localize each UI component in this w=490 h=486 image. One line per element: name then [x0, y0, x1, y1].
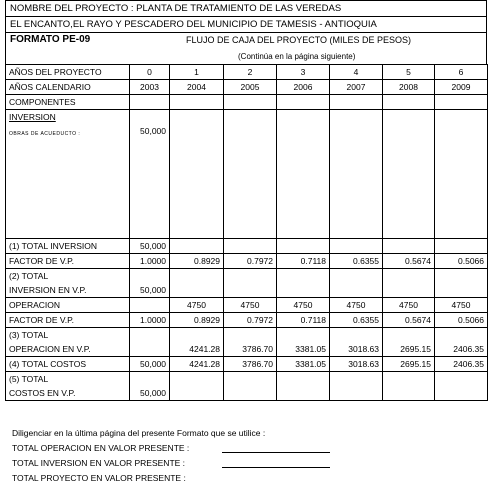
factor-cell: 0.8929 [170, 254, 224, 269]
year-cell: 6 [435, 65, 488, 80]
total-inv-vp-row-1 [6, 269, 488, 284]
total-costos-label: (4) TOTAL COSTOS [6, 357, 130, 372]
operacion-cell: 4750 [170, 298, 224, 313]
total-costos-cell: 4241.28 [170, 357, 224, 372]
total-costos-cell: 2695.15 [383, 357, 435, 372]
calendar-cell: 2003 [130, 80, 170, 95]
project-name-line-2: EL ENCANTO,EL RAYO Y PESCADERO DEL MUNICIPIO DE TAMESIS - ANTIOQUIA [5, 16, 487, 32]
calendar-cell: 2008 [383, 80, 435, 95]
components-row [6, 95, 488, 110]
format-row [5, 32, 487, 50]
total-op-label-2: OPERACION EN V.P. [6, 342, 130, 357]
total-op-cell: 2695.15 [383, 342, 435, 357]
total-inversion-row [6, 239, 488, 254]
factor2-row [6, 313, 488, 328]
factor-cell: 0.6355 [330, 254, 383, 269]
inversion-value: 50,000 [130, 110, 170, 239]
factor2-cell: 0.7118 [277, 313, 330, 328]
years-label: AÑOS DEL PROYECTO [6, 65, 130, 80]
total-op-label-1: (3) TOTAL [6, 328, 130, 343]
year-cell: 2 [224, 65, 277, 80]
calendar-cell: 2007 [330, 80, 383, 95]
footer-inv-vp-label: TOTAL INVERSION EN VALOR PRESENTE : [12, 458, 186, 468]
total-op-cell: 3786.70 [224, 342, 277, 357]
footer-inv-vp-line [12, 456, 265, 471]
year-cell: 4 [330, 65, 383, 80]
calendar-cell: 2004 [170, 80, 224, 95]
total-costos-vp-row-1 [6, 372, 488, 387]
year-cell: 5 [383, 65, 435, 80]
factor2-cell: 1.0000 [130, 313, 170, 328]
total-inversion-value: 50,000 [130, 239, 170, 254]
inversion-item: OBRAS DE ACUEDUCTO : [9, 131, 81, 137]
operacion-cell: 4750 [277, 298, 330, 313]
format-title: FLUJO DE CAJA DEL PROYECTO (MILES DE PESOS) [186, 35, 412, 45]
inversion-cell [6, 110, 130, 239]
factor-cell: 0.7118 [277, 254, 330, 269]
factor2-cell: 0.5674 [383, 313, 435, 328]
year-cell: 0 [130, 65, 170, 80]
components-label: COMPONENTES [6, 95, 130, 110]
project-name-line-1: NOMBRE DEL PROYECTO : PLANTA DE TRATAMIENTO DE LAS VEREDAS [5, 0, 487, 16]
total-costos-cell: 3786.70 [224, 357, 277, 372]
factor2-cell: 0.7972 [224, 313, 277, 328]
total-costos-cell: 50,000 [130, 357, 170, 372]
footer-proj-vp-label: TOTAL PROYECTO EN VALOR PRESENTE : [12, 473, 186, 483]
operacion-cell: 4750 [435, 298, 488, 313]
operacion-cell: 4750 [330, 298, 383, 313]
total-costos-cell: 3381.05 [277, 357, 330, 372]
cash-flow-form [5, 0, 487, 401]
footer-inv-vp-field[interactable] [222, 467, 330, 468]
factor-label: FACTOR DE V.P. [6, 254, 130, 269]
cash-flow-table [5, 64, 488, 401]
total-costos-vp-label-1: (5) TOTAL [6, 372, 130, 387]
operacion-cell [130, 298, 170, 313]
format-code: FORMATO PE-09 [10, 34, 91, 45]
total-op-cell: 3381.05 [277, 342, 330, 357]
total-costos-vp-label-2: COSTOS EN V.P. [6, 386, 130, 401]
total-costos-cell: 3018.63 [330, 357, 383, 372]
factor-cell: 0.5066 [435, 254, 488, 269]
total-op-row-2 [6, 342, 488, 357]
footer-proj-vp-line [12, 471, 265, 486]
factor-cell: 0.5674 [383, 254, 435, 269]
total-costos-vp-row-2 [6, 386, 488, 401]
total-op-row-1 [6, 328, 488, 343]
total-inv-vp-label-2: INVERSION EN V.P. [6, 283, 130, 298]
total-costos-row [6, 357, 488, 372]
operacion-label: OPERACION [6, 298, 130, 313]
footer [12, 426, 265, 486]
total-costos-vp-value: 50,000 [130, 386, 170, 401]
total-costos-cell: 2406.35 [435, 357, 488, 372]
factor-cell: 0.7972 [224, 254, 277, 269]
total-op-cell: 3018.63 [330, 342, 383, 357]
year-cell: 1 [170, 65, 224, 80]
footer-op-vp-field[interactable] [222, 452, 330, 453]
factor-cell: 1.0000 [130, 254, 170, 269]
total-inv-vp-label-1: (2) TOTAL [6, 269, 130, 284]
factor2-label: FACTOR DE V.P. [6, 313, 130, 328]
total-op-cell: 4241.28 [170, 342, 224, 357]
total-inversion-label: (1) TOTAL INVERSION [6, 239, 130, 254]
footer-op-vp-line [12, 441, 265, 456]
total-inv-vp-value: 50,000 [130, 283, 170, 298]
calendar-row [6, 80, 488, 95]
footer-op-vp-label: TOTAL OPERACION EN VALOR PRESENTE : [12, 443, 190, 453]
calendar-label: AÑOS CALENDARIO [6, 80, 130, 95]
calendar-cell: 2009 [435, 80, 488, 95]
continued-note: (Continúa en la página siguiente) [238, 52, 356, 61]
calendar-cell: 2006 [277, 80, 330, 95]
total-op-cell: 2406.35 [435, 342, 488, 357]
footer-instruction: Diligenciar en la última página del presente Formato que se utilice : [12, 428, 266, 438]
calendar-cell: 2005 [224, 80, 277, 95]
year-cell: 3 [277, 65, 330, 80]
operacion-row [6, 298, 488, 313]
operacion-cell: 4750 [224, 298, 277, 313]
factor2-cell: 0.8929 [170, 313, 224, 328]
total-inv-vp-row-2 [6, 283, 488, 298]
inversion-block [6, 110, 488, 239]
factor2-cell: 0.6355 [330, 313, 383, 328]
total-op-cell [130, 342, 170, 357]
inversion-label: INVERSION [9, 112, 56, 122]
continued-row [5, 50, 487, 64]
operacion-cell: 4750 [383, 298, 435, 313]
factor-row [6, 254, 488, 269]
years-row [6, 65, 488, 80]
factor2-cell: 0.5066 [435, 313, 488, 328]
